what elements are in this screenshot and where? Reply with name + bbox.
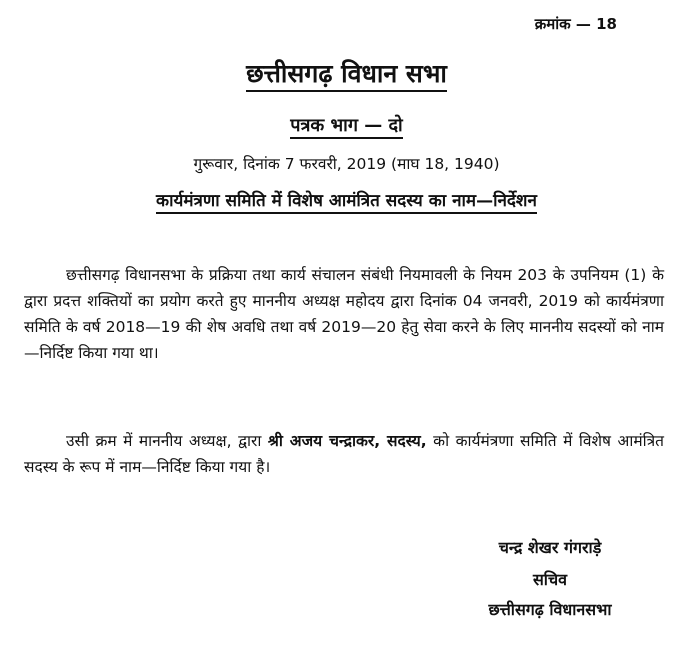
signatory-name: चन्द्र शेखर गंगराड़े <box>498 538 602 557</box>
member-name-bold: श्री अजय चन्द्राकर, सदस्य, <box>267 432 427 450</box>
paragraph-2-tail-text: को कार्यमंत्रणा समिति में विशेष आमंत्रित सदस्य के रूप में नाम—निर्दिष्ट किया गया है। <box>24 432 665 476</box>
bulletin-part-text: पत्रक भाग — दो <box>290 115 402 139</box>
signatory-designation: सचिव <box>532 570 568 589</box>
subject-heading <box>0 188 693 211</box>
document-title-text: छत्तीसगढ़ विधान सभा <box>246 59 447 92</box>
date-line: गुरूवार, दिनांक 7 फरवरी, 2019 (माघ 18, 1940) <box>193 155 500 173</box>
signatory-organization: छत्तीसगढ़ विधानसभा <box>488 600 612 619</box>
body-paragraph-2 <box>24 428 664 480</box>
paragraph-2-lead-text: उसी क्रम में माननीय अध्यक्ष, द्वारा <box>66 432 268 450</box>
document-title <box>0 56 693 90</box>
subject-heading-text: कार्यमंत्रणा समिति में विशेष आमंत्रित सदस्य का नाम—निर्देशन <box>156 191 537 214</box>
body-paragraph-1: छत्तीसगढ़ विधानसभा के प्रक्रिया तथा कार्य संचालन संबंधी नियमावली के नियम 203 के उपनियम (1) के द्वारा प्रदत्त शक्तियों का प्रयोग करते हुए माननीय अध्यक्ष महोदय द्वारा दिनांक 04 जनवरी, 2019 को कार्यमंत्रणा समिति के वर्ष 2018—19 की शेष अवधि तथा वर्ष 2019—20 हेतु सेवा करने के लिए माननीय सदस्यों को नाम—निर्दिष्ट किया गया था। <box>24 266 664 362</box>
bulletin-part <box>0 113 693 137</box>
serial-number: क्रमांक — 18 <box>534 15 617 33</box>
